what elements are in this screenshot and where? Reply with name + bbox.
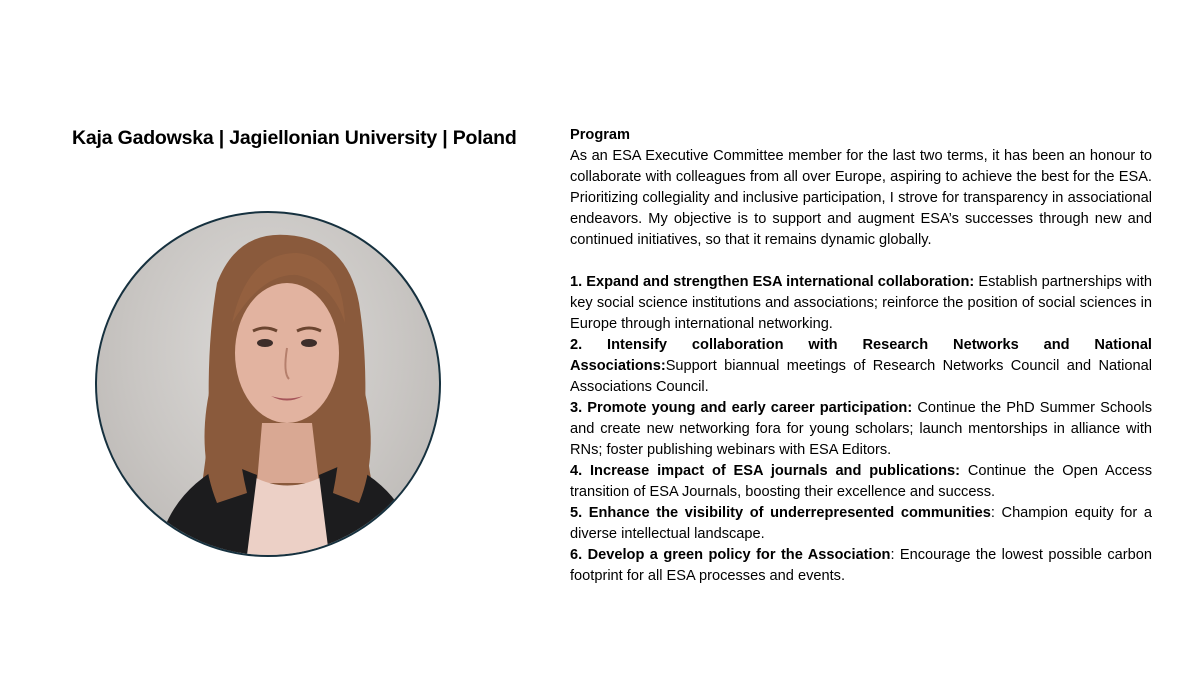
program-point-title: 5. Enhance the visibility of underrepresented communities (570, 505, 991, 521)
program-point-text: Support biannual meetings of Research Networks Council and National Associations Council. (570, 358, 1152, 395)
program-section (570, 125, 1152, 587)
program-point-title: 2. Intensify collaboration with Research Networks and National Associations: (570, 337, 1152, 374)
program-point-title: 3. Promote young and early career participation: (570, 400, 913, 416)
program-point-text: : Champion equity for a diverse intellectual landscape. (570, 505, 1152, 542)
program-point (570, 461, 1152, 503)
program-point-text: : Encourage the lowest possible carbon footprint for all ESA processes and events. (570, 547, 1152, 584)
program-point-title: 1. Expand and strengthen ESA international collaboration: (570, 274, 975, 290)
program-heading: Program (570, 127, 631, 143)
program-point-title: 4. Increase impact of ESA journals and publications: (570, 463, 961, 479)
candidate-name-heading: Kaja Gadowska | Jagiellonian University | Poland (72, 127, 517, 149)
program-intro: As an ESA Executive Committee member for the last two terms, it has been an honour to collaborate with colleagues from all over Europe, aspiring to achieve the best for the ESA. Prioritizing collegiality and inclusive participation, I strove for transparency in associational endeavors. My objective is to support and augment ESA’s successes through new and continued initiatives, so that it remains dynamic globally. (570, 148, 1152, 248)
program-point (570, 272, 1152, 335)
program-point (570, 503, 1152, 545)
program-point-text: Continue the PhD Summer Schools and create new networking fora for young scholars; launch mentorships in alliance with RNs; foster publishing webinars with ESA Editors. (570, 400, 1152, 458)
program-point (570, 398, 1152, 461)
program-point-title: 6. Develop a green policy for the Association (570, 547, 891, 563)
program-point-text: Continue the Open Access transition of ESA Journals, boosting their excellence and success. (570, 463, 1153, 500)
program-point (570, 335, 1152, 398)
program-point (570, 545, 1152, 587)
portrait-illustration (97, 213, 439, 555)
program-point-text: Establish partnerships with key social science institutions and associations; reinforce the position of social sciences in Europe through international networking. (570, 274, 1152, 332)
candidate-portrait (95, 211, 441, 557)
